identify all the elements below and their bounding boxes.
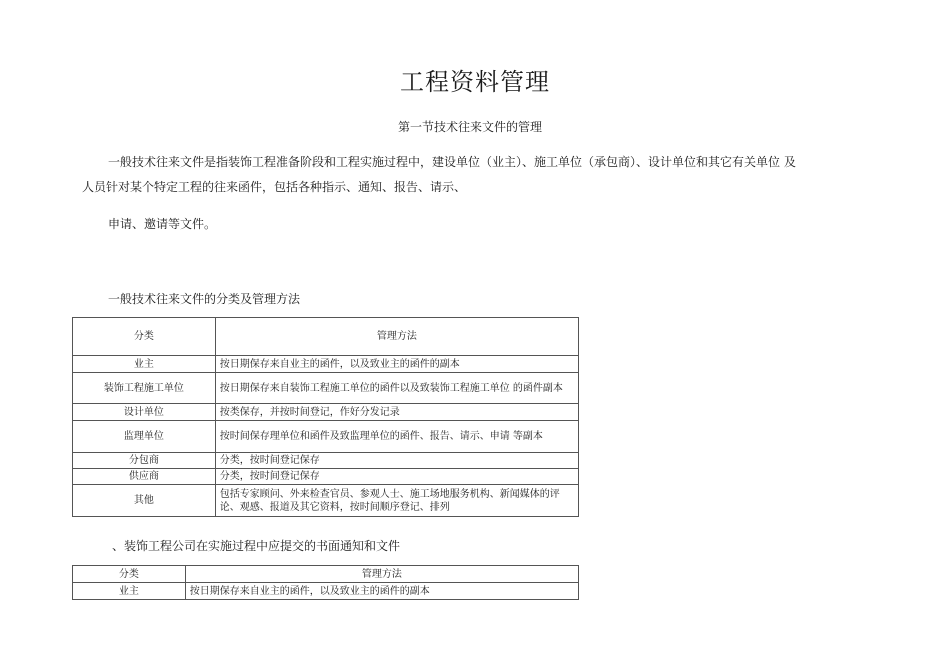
intro-paragraph-line-3: 申请、邀请等文件。 bbox=[108, 217, 217, 231]
row-category: 业主 bbox=[73, 583, 186, 600]
section-subtitle: 第一节技术往来文件的管理 bbox=[397, 120, 542, 134]
row-category: 装饰工程施工单位 bbox=[73, 373, 216, 404]
row-method: 按日期保存来自业主的函件，以及致业主的函件的副本 bbox=[215, 356, 578, 373]
column-header-category: 分类 bbox=[73, 318, 216, 356]
document-title: 工程资料管理 bbox=[400, 68, 550, 96]
row-category: 其他 bbox=[73, 485, 216, 517]
row-method: 分类，按时间登记保存 bbox=[215, 453, 578, 469]
row-method: 按类保存，并按时间登记，作好分发记录 bbox=[215, 404, 578, 421]
table-row bbox=[73, 421, 579, 453]
classification-table bbox=[72, 317, 579, 517]
row-method: 按时间保存理单位和函件及致监理单位的函件、报告、请示、申请 等副本 bbox=[215, 421, 578, 453]
row-method: 分类，按时间登记保存 bbox=[215, 469, 578, 485]
table-row bbox=[73, 453, 579, 469]
row-category: 业主 bbox=[73, 356, 216, 373]
row-category: 设计单位 bbox=[73, 404, 216, 421]
row-category: 监理单位 bbox=[73, 421, 216, 453]
row-method: 按日期保存来自装饰工程施工单位的函件以及致装饰工程施工单位 的函件副本 bbox=[215, 373, 578, 404]
column-header-category: 分类 bbox=[73, 566, 186, 583]
notice-documents-table bbox=[72, 565, 579, 600]
row-category: 分包商 bbox=[73, 453, 216, 469]
table-header-row bbox=[73, 318, 579, 356]
table2-heading: 、装饰工程公司在实施过程中应提交的书面通知和文件 bbox=[112, 539, 401, 553]
table-row bbox=[73, 356, 579, 373]
row-category: 供应商 bbox=[73, 469, 216, 485]
intro-paragraph-line-1: 一般技术往来文件是指装饰工程准备阶段和工程实施过程中，建设单位（业主）、施工单位（承包商）、设计单位和其它有关单位 及 bbox=[108, 155, 796, 169]
row-method: 按日期保存来自业主的函件，以及致业主的函件的副本 bbox=[185, 583, 578, 600]
table-row bbox=[73, 583, 579, 600]
intro-paragraph-line-2: 人员针对某个特定工程的往来函件，包括各种指示、通知、报告、请示、 bbox=[82, 180, 467, 194]
table-row bbox=[73, 373, 579, 404]
table-row bbox=[73, 485, 579, 517]
row-method: 包括专家顾问、外来检查官员、参观人士、施工场地服务机构、新闻媒体的评论、观感、报道及其它资料，按时间顺序登记、排列 bbox=[215, 485, 578, 517]
column-header-method: 管理方法 bbox=[215, 318, 578, 356]
table-row bbox=[73, 469, 579, 485]
table-header-row bbox=[73, 566, 579, 583]
column-header-method: 管理方法 bbox=[185, 566, 578, 583]
table1-heading: 一般技术往来文件的分类及管理方法 bbox=[108, 292, 301, 306]
table-row bbox=[73, 404, 579, 421]
